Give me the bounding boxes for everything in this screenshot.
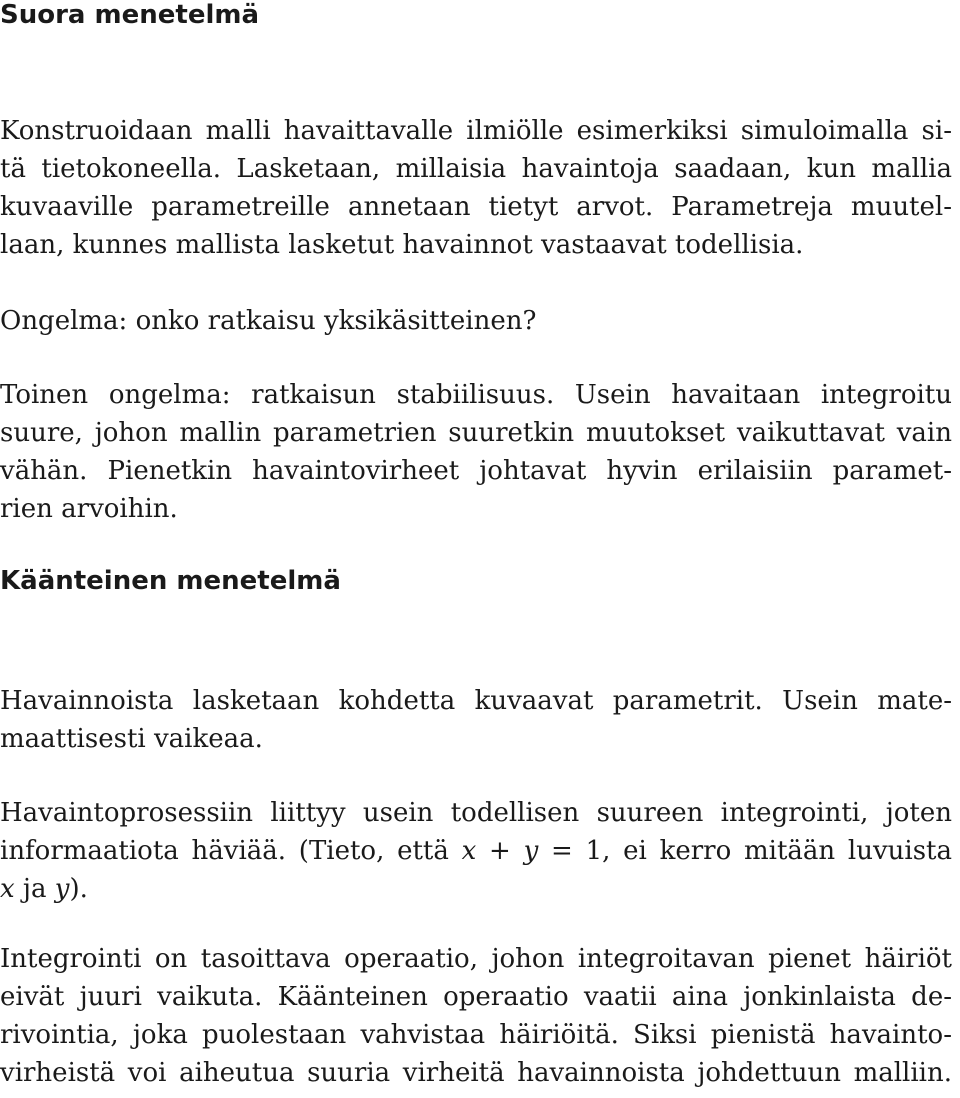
text-line-with-math: informaatiota häviää. (Tieto, että x + y = 1, ei kerro mitään luvuista <box>0 836 952 866</box>
section-heading-inverse-method: Käänteinen menetelmä <box>0 566 341 596</box>
text-line: suure, johon mallin parametrien suuretkin muutokset vaikuttavat vain <box>0 418 952 448</box>
text-line: Havaintoprosessiin liittyy usein todellisen suureen integrointi, joten <box>0 798 952 828</box>
text-line: Integrointi on tasoittava operaatio, johon integroitavan pienet häiriöt <box>0 944 952 974</box>
math-variable-x: x <box>461 836 477 866</box>
text-line: vähän. Pienetkin havaintovirheet johtavat hyvin erilaisiin paramet- <box>0 456 952 486</box>
text-line: kuvaaville parametreille annetaan tietyt arvot. Parametreja muutel- <box>0 192 952 222</box>
math-variable-y: y <box>523 836 539 866</box>
text-line: Ongelma: onko ratkaisu yksikäsitteinen? <box>0 306 537 336</box>
text-line: Havainnoista lasketaan kohdetta kuvaavat parametrit. Usein mate- <box>0 686 952 716</box>
section-heading-direct-method: Suora menetelmä <box>0 0 259 30</box>
math-variable-y: y <box>54 874 70 904</box>
text-line: tä tietokoneella. Lasketaan, millaisia havaintoja saadaan, kun mallia <box>0 154 952 184</box>
text-line-with-math: x ja y). <box>0 874 88 904</box>
text-line: Toinen ongelma: ratkaisun stabiilisuus. Usein havaitaan integroitu <box>0 380 952 410</box>
text-line: eivät juuri vaikuta. Käänteinen operaatio vaatii aina jonkinlaista de- <box>0 982 952 1012</box>
text-line: maattisesti vaikeaa. <box>0 724 263 754</box>
math-variable-x: x <box>0 874 15 904</box>
text-line: Konstruoidaan malli havaittavalle ilmiölle esimerkiksi simuloimalla si- <box>0 116 952 146</box>
text-line: virheistä voi aiheutua suuria virheitä havainnoista johdettuun malliin. <box>0 1058 952 1088</box>
text-line: rivointia, joka puolestaan vahvistaa häiriöitä. Siksi pienistä havainto- <box>0 1020 952 1050</box>
text-line: laan, kunnes mallista lasketut havainnot vastaavat todellisia. <box>0 230 804 260</box>
text-line: rien arvoihin. <box>0 494 178 524</box>
